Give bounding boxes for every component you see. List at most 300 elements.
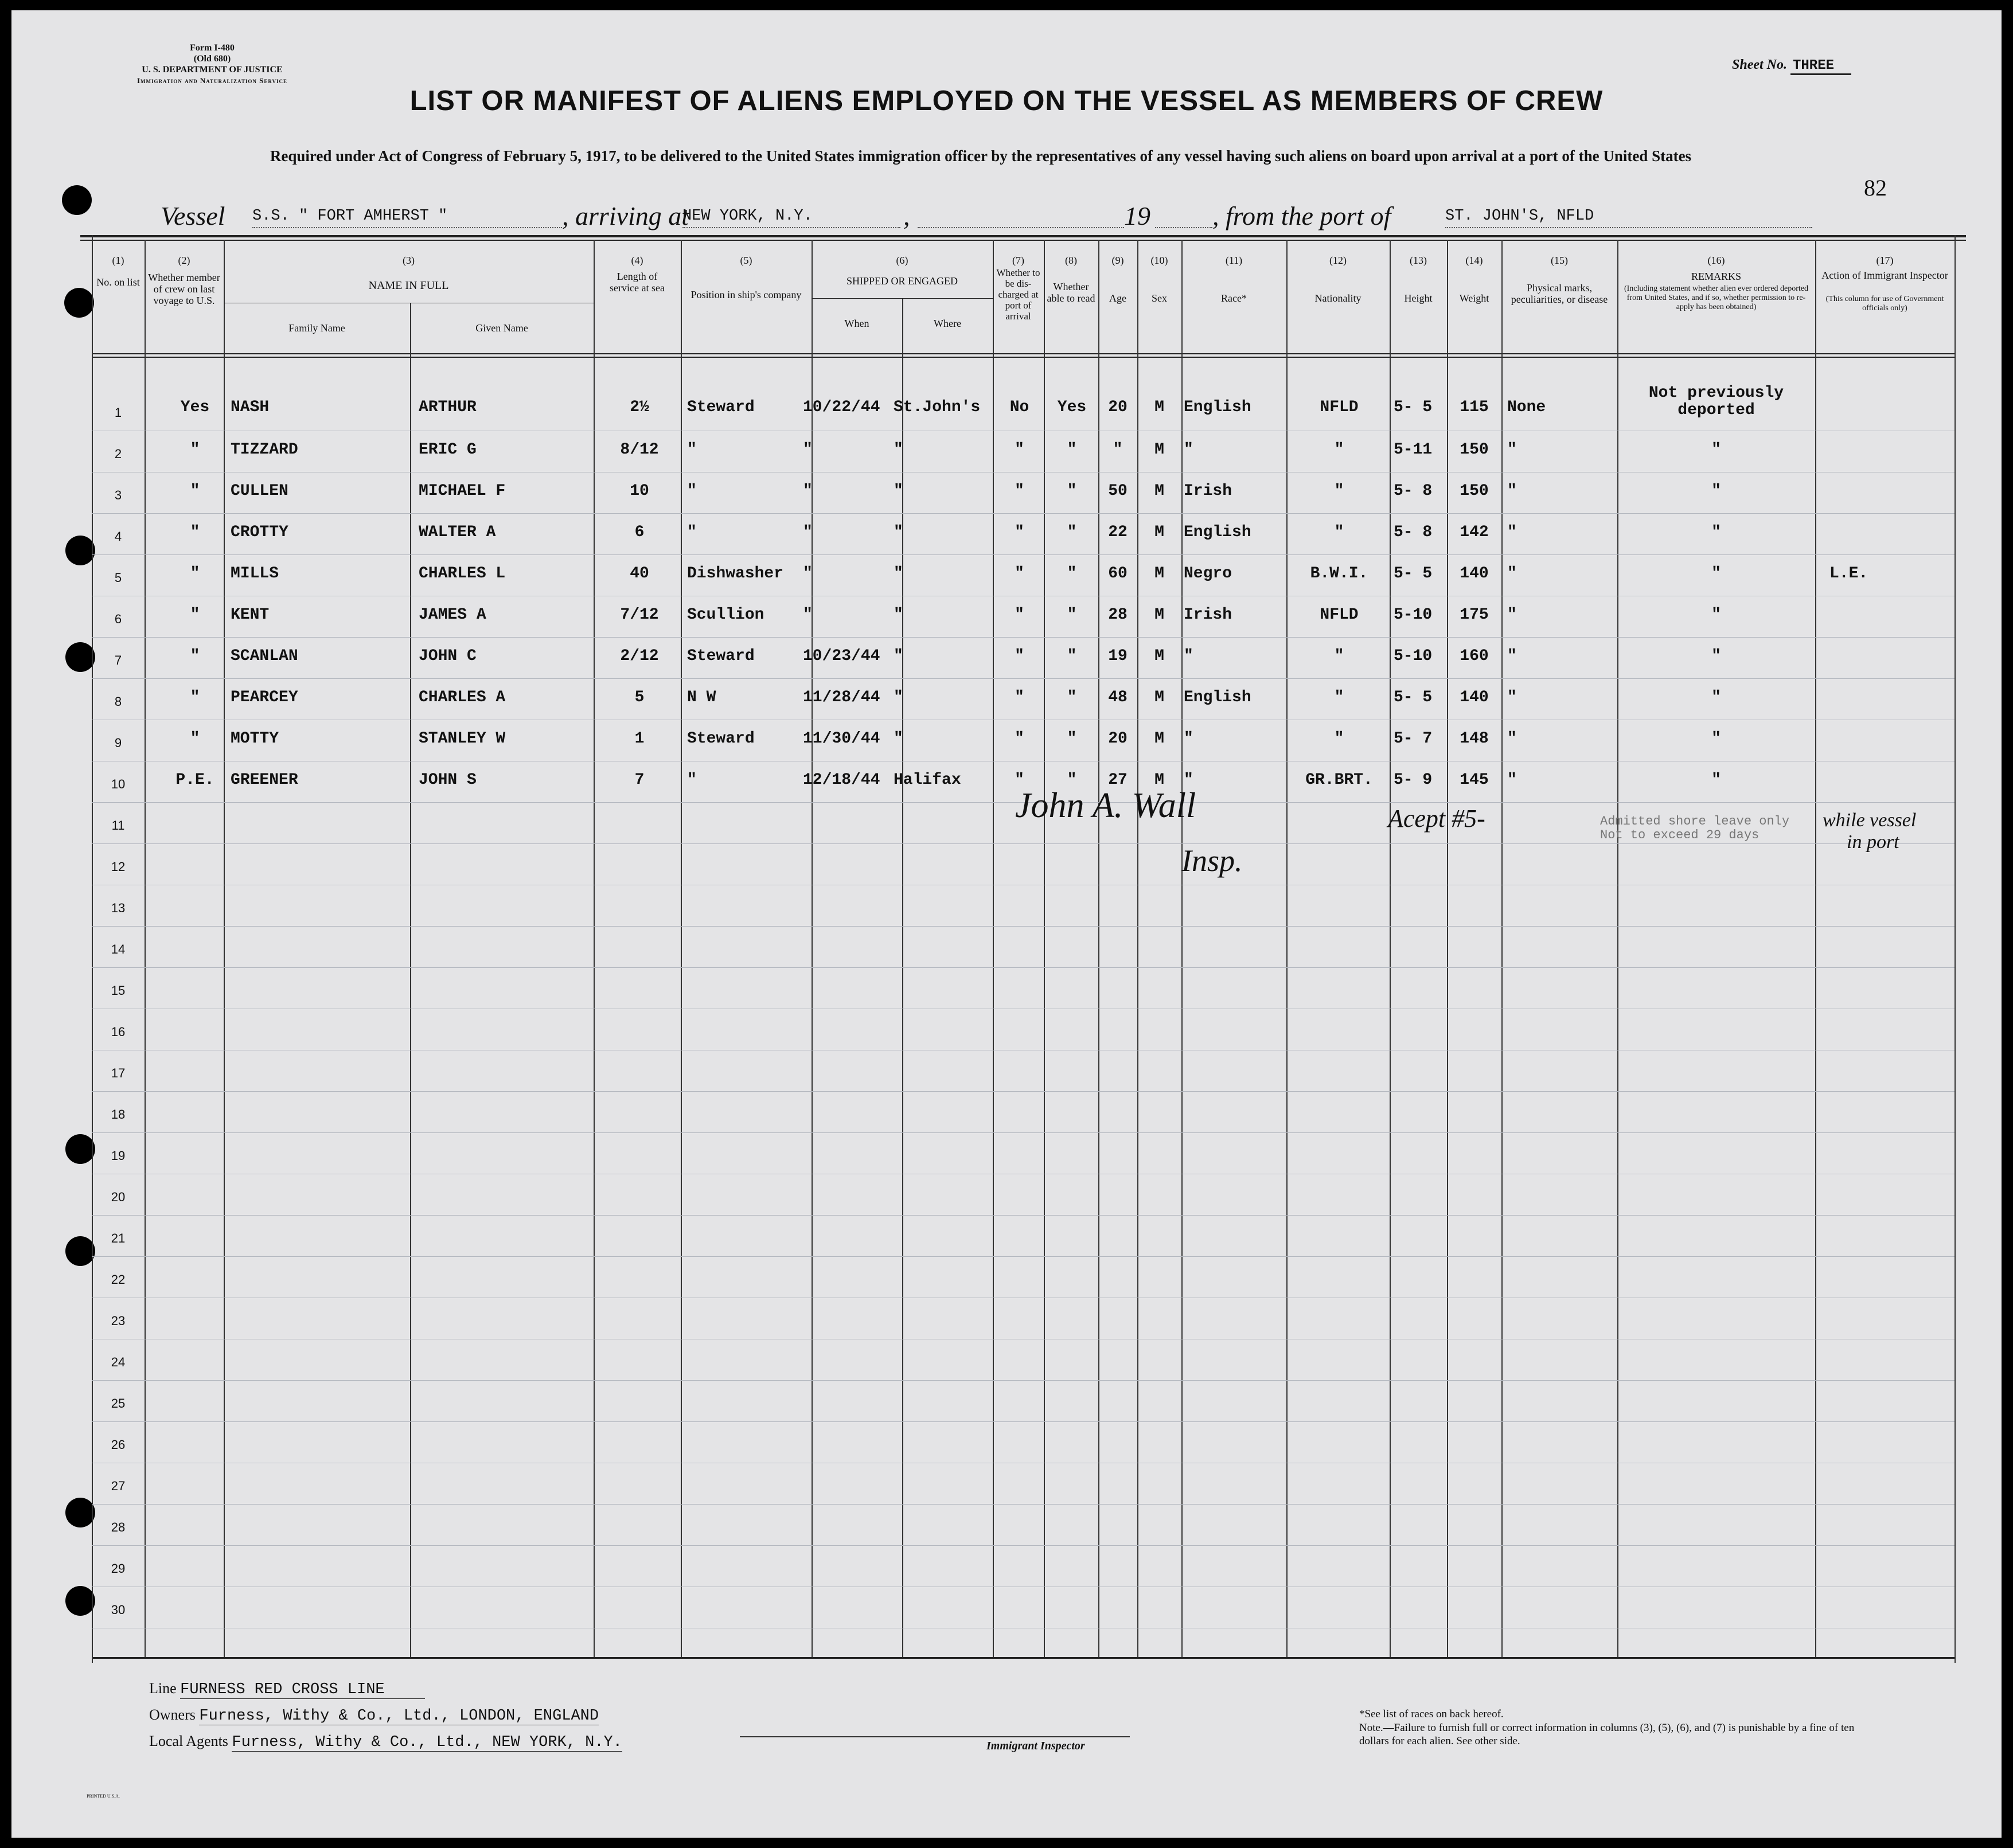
form-number: Form I-480 — [190, 43, 235, 53]
crew-where-cell: St.John's — [894, 398, 981, 416]
crew-table — [92, 235, 1955, 1663]
crew-nationality-cell: " — [1334, 647, 1344, 665]
ruled-line — [92, 1256, 1955, 1257]
crew-service-cell: 2/12 — [620, 647, 659, 665]
crew-race-cell: Irish — [1184, 606, 1232, 624]
crew-where-cell: " — [894, 689, 903, 706]
crew-weight-cell: 115 — [1460, 398, 1489, 416]
col-previous-voyage-header: Whether member of crew on last voyage to U.S. — [148, 272, 220, 306]
owners-value: Furness, Withy & Co., Ltd., LONDON, ENGLAND — [199, 1708, 599, 1725]
crew-weight-cell: 150 — [1460, 441, 1489, 459]
col-8-number: (8) — [1065, 255, 1077, 266]
crew-nationality-cell: GR.BRT. — [1305, 771, 1373, 789]
crew-discharged-cell: " — [1015, 441, 1024, 459]
ruled-line — [92, 513, 1955, 514]
crew-when-cell: 10/22/44 — [803, 398, 880, 416]
col-name-header: NAME IN FULL — [368, 279, 449, 292]
ruled-line — [92, 1504, 1955, 1505]
manifest-sheet — [11, 10, 2002, 1838]
row-number: 2 — [114, 447, 122, 461]
crew-where-cell: " — [894, 523, 903, 541]
accept-note: Acept #5- — [1388, 804, 1485, 833]
crew-position-cell: " — [687, 771, 697, 789]
crew-service-cell: 10 — [630, 482, 649, 500]
crew-weight-cell: 160 — [1460, 647, 1489, 665]
printer-mark: PRINTED U.S.A. — [87, 1794, 120, 1799]
crew-age-cell: 20 — [1108, 730, 1128, 748]
crew-position-cell: Steward — [687, 398, 755, 416]
row-number: 18 — [111, 1107, 126, 1122]
crew-prev-cell: Yes — [180, 398, 210, 416]
crew-race-cell: English — [1184, 689, 1251, 706]
row-number: 20 — [111, 1190, 126, 1204]
crew-age-cell: 60 — [1108, 565, 1128, 583]
col-shipped-header: SHIPPED OR ENGAGED — [846, 275, 958, 287]
crew-read-cell: " — [1067, 441, 1077, 459]
crew-sex-cell: M — [1154, 523, 1164, 541]
col-14-number: (14) — [1465, 255, 1483, 266]
crew-remarks-cell: " — [1711, 441, 1721, 459]
crew-remarks-cell: " — [1711, 730, 1721, 748]
col-17-number: (17) — [1876, 255, 1894, 266]
shore-leave-stamp-line-2: Not to exceed 29 days — [1600, 828, 1760, 842]
crew-height-cell: 5- 7 — [1394, 730, 1433, 748]
crew-read-cell: " — [1067, 771, 1077, 789]
crew-position-cell: " — [687, 441, 697, 459]
agents-field — [149, 1733, 622, 1751]
crew-remarks-cell: " — [1711, 689, 1721, 706]
punch-hole — [65, 642, 95, 672]
row-number: 17 — [111, 1066, 126, 1080]
row-number: 24 — [111, 1355, 126, 1369]
crew-family-cell: GREENER — [231, 771, 298, 789]
crew-where-cell: " — [894, 730, 903, 748]
crew-given-cell: STANLEY W — [419, 730, 506, 748]
row-number: 4 — [114, 529, 122, 544]
crew-height-cell: 5- 9 — [1394, 771, 1433, 789]
crew-prev-cell: " — [190, 647, 200, 665]
crew-discharged-cell: " — [1015, 482, 1024, 500]
crew-read-cell: " — [1067, 730, 1077, 748]
owners-field — [149, 1706, 599, 1725]
crew-race-cell: English — [1184, 398, 1251, 416]
crew-nationality-cell: " — [1334, 441, 1344, 459]
row-number: 13 — [111, 901, 126, 915]
crew-remarks-cell: " — [1711, 565, 1721, 583]
crew-remarks-cell: " — [1711, 606, 1721, 624]
ruled-line — [92, 1380, 1955, 1381]
fine-note: Note.—Failure to furnish full or correct information in columns (3), (5), (6), and (7) is punishable by a fine of ten dollars for each alien. See other side. — [1359, 1722, 1855, 1747]
crew-marks-cell: None — [1507, 398, 1546, 416]
crew-where-cell: " — [894, 565, 903, 583]
crew-where-cell: " — [894, 606, 903, 624]
ruled-line — [92, 967, 1955, 968]
col-age-header: Age — [1109, 292, 1126, 304]
crew-given-cell: CHARLES L — [419, 565, 506, 583]
crew-position-cell: " — [687, 523, 697, 541]
crew-race-cell: " — [1184, 441, 1193, 459]
shore-leave-stamp-line-1: Admitted shore leave only — [1600, 814, 1790, 829]
vessel-name: S.S. " FORT AMHERST " — [252, 208, 562, 228]
crew-service-cell: 2½ — [630, 398, 649, 416]
crew-given-cell: MICHAEL F — [419, 482, 506, 500]
owners-label: Owners — [149, 1706, 196, 1723]
crew-discharged-cell: " — [1015, 523, 1024, 541]
sheet-number-value: THREE — [1790, 58, 1851, 75]
crew-when-cell: " — [803, 441, 813, 459]
crew-read-cell: " — [1067, 689, 1077, 706]
crew-remarks-cell: " — [1711, 771, 1721, 789]
crew-read-cell: " — [1067, 482, 1077, 500]
crew-when-cell: " — [803, 482, 813, 500]
row-number: 22 — [111, 1272, 126, 1287]
crew-age-cell: 28 — [1108, 606, 1128, 624]
row-number: 12 — [111, 859, 126, 874]
crew-when-cell: " — [803, 565, 813, 583]
inspector-label: Immigrant Inspector — [986, 1740, 1085, 1752]
crew-weight-cell: 148 — [1460, 730, 1489, 748]
crew-position-cell: Dishwasher — [687, 565, 784, 583]
crew-age-cell: 19 — [1108, 647, 1128, 665]
crew-service-cell: 7/12 — [620, 606, 659, 624]
crew-age-cell: " — [1113, 441, 1123, 459]
row-number: 6 — [114, 612, 122, 626]
crew-sex-cell: M — [1154, 398, 1164, 416]
crew-read-cell: Yes — [1057, 398, 1087, 416]
crew-read-cell: " — [1067, 565, 1077, 583]
crew-sex-cell: M — [1154, 565, 1164, 583]
crew-nationality-cell: B.W.I. — [1310, 565, 1368, 583]
crew-service-cell: 6 — [634, 523, 645, 541]
col-10-number: (10) — [1150, 255, 1168, 266]
col-15-number: (15) — [1551, 255, 1568, 266]
crew-service-cell: 1 — [634, 730, 645, 748]
crew-weight-cell: 150 — [1460, 482, 1489, 500]
sheet-number — [1732, 57, 1851, 73]
crew-nationality-cell: NFLD — [1320, 606, 1359, 624]
crew-remarks-cell: " — [1711, 523, 1721, 541]
crew-where-cell: " — [894, 647, 903, 665]
row-number: 27 — [111, 1479, 126, 1493]
crew-family-cell: KENT — [231, 606, 270, 624]
line-label: Line — [149, 1680, 177, 1697]
crew-position-cell: Scullion — [687, 606, 764, 624]
arrival-date — [918, 208, 1124, 228]
line-value: FURNESS RED CROSS LINE — [180, 1681, 424, 1699]
crew-family-cell: PEARCEY — [231, 689, 298, 706]
crew-given-cell: WALTER A — [419, 523, 496, 541]
from-label: , from the port of — [1212, 201, 1391, 230]
crew-prev-cell: " — [190, 606, 200, 624]
races-note: *See list of races on back hereof. — [1359, 1708, 1504, 1720]
row-number: 8 — [114, 694, 122, 709]
crew-marks-cell: " — [1507, 482, 1517, 500]
crew-height-cell: 5- 5 — [1394, 565, 1433, 583]
crew-race-cell: English — [1184, 523, 1251, 541]
page-title: LIST OR MANIFEST OF ALIENS EMPLOYED ON THE VESSEL AS MEMBERS OF CREW — [409, 85, 1604, 116]
action-note-line-2: in port — [1847, 831, 1899, 853]
sheet-number-label: Sheet No. — [1732, 57, 1787, 72]
crew-service-cell: 40 — [630, 565, 649, 583]
ruled-line — [92, 637, 1955, 638]
crew-where-cell: " — [894, 441, 903, 459]
crew-marks-cell: " — [1507, 771, 1517, 789]
punch-hole — [65, 1498, 95, 1527]
crew-nationality-cell: " — [1334, 482, 1344, 500]
col-family-name-header: Family Name — [288, 322, 345, 334]
crew-nationality-cell: " — [1334, 730, 1344, 748]
crew-weight-cell: 145 — [1460, 771, 1489, 789]
punch-hole — [65, 1586, 95, 1616]
crew-race-cell: Irish — [1184, 482, 1232, 500]
col-2-number: (2) — [178, 255, 190, 266]
row-number: 25 — [111, 1396, 126, 1411]
crew-marks-cell: " — [1507, 689, 1517, 706]
col-remarks-note: (Including statement whether alien ever ordered deported from United States, and if so, whether permission to re-apply has been obtained) — [1624, 284, 1809, 311]
crew-position-cell: N W — [687, 689, 716, 706]
crew-race-cell: " — [1184, 771, 1193, 789]
col-given-name-header: Given Name — [475, 322, 528, 334]
crew-age-cell: 20 — [1108, 398, 1128, 416]
crew-given-cell: JOHN S — [419, 771, 477, 789]
crew-remarks-cell: " — [1711, 482, 1721, 500]
crew-position-cell: Steward — [687, 730, 755, 748]
crew-when-cell: " — [803, 606, 813, 624]
crew-family-cell: CROTTY — [231, 523, 288, 541]
ruled-line — [92, 678, 1955, 679]
crew-marks-cell: " — [1507, 606, 1517, 624]
col-position-header: Position in ship's company — [690, 289, 802, 300]
row-number: 28 — [111, 1520, 126, 1534]
crew-nationality-cell: " — [1334, 689, 1344, 706]
crew-given-cell: CHARLES A — [419, 689, 506, 706]
ruled-line — [92, 926, 1955, 927]
crew-position-cell: " — [687, 482, 697, 500]
crew-race-cell: " — [1184, 730, 1193, 748]
crew-read-cell: " — [1067, 647, 1077, 665]
crew-when-cell: 10/23/44 — [803, 647, 880, 665]
crew-height-cell: 5-10 — [1394, 647, 1433, 665]
col-1-number: (1) — [112, 255, 124, 266]
crew-prev-cell: " — [190, 689, 200, 706]
row-number: 29 — [111, 1561, 126, 1576]
crew-service-cell: 8/12 — [620, 441, 659, 459]
crew-sex-cell: M — [1154, 689, 1164, 706]
col-3-number: (3) — [403, 255, 415, 266]
crew-when-cell: 11/30/44 — [803, 730, 880, 748]
crew-age-cell: 48 — [1108, 689, 1128, 706]
crew-discharged-cell: " — [1015, 730, 1024, 748]
crew-sex-cell: M — [1154, 730, 1164, 748]
arrival-port: NEW YORK, N.Y. — [682, 208, 900, 228]
crew-sex-cell: M — [1154, 606, 1164, 624]
col-16-number: (16) — [1707, 255, 1725, 266]
ruled-line — [92, 1545, 1955, 1546]
col-12-number: (12) — [1329, 255, 1347, 266]
crew-height-cell: 5- 5 — [1394, 398, 1433, 416]
crew-race-cell: Negro — [1184, 565, 1232, 583]
crew-race-cell: " — [1184, 647, 1193, 665]
row-number: 15 — [111, 983, 126, 998]
crew-prev-cell: P.E. — [175, 771, 214, 789]
crew-prev-cell: " — [190, 482, 200, 500]
crew-marks-cell: " — [1507, 523, 1517, 541]
crew-family-cell: MOTTY — [231, 730, 279, 748]
agents-label: Local Agents — [149, 1733, 228, 1749]
row-number: 23 — [111, 1314, 126, 1328]
crew-discharged-cell: " — [1015, 689, 1024, 706]
col-weight-header: Weight — [1459, 292, 1489, 304]
crew-read-cell: " — [1067, 606, 1077, 624]
line-field — [149, 1680, 425, 1698]
crew-discharged-cell: " — [1015, 606, 1024, 624]
punch-hole — [65, 1134, 95, 1164]
vessel-label: Vessel — [161, 201, 225, 230]
col-6-number: (6) — [896, 255, 908, 266]
col-nationality-header: Nationality — [1314, 292, 1361, 304]
departure-port: ST. JOHN'S, NFLD — [1445, 208, 1812, 228]
form-identifier — [86, 42, 338, 86]
row-number: 30 — [111, 1603, 126, 1617]
crew-when-cell: 12/18/44 — [803, 771, 880, 789]
crew-height-cell: 5- 5 — [1394, 689, 1433, 706]
row-number: 3 — [114, 488, 122, 502]
col-11-number: (11) — [1225, 255, 1243, 266]
ruled-line — [92, 1215, 1955, 1216]
col-no-header: No. on list — [96, 276, 140, 288]
crew-prev-cell: " — [190, 523, 200, 541]
crew-marks-cell: " — [1507, 730, 1517, 748]
crew-when-cell: " — [803, 523, 813, 541]
crew-family-cell: SCANLAN — [231, 647, 298, 665]
crew-height-cell: 5-10 — [1394, 606, 1433, 624]
crew-read-cell: " — [1067, 523, 1077, 541]
col-when-header: When — [844, 318, 869, 329]
crew-discharged-cell: " — [1015, 565, 1024, 583]
col-discharged-header: Whether to be dis-charged at port of arrival — [996, 267, 1040, 322]
crew-weight-cell: 175 — [1460, 606, 1489, 624]
agents-value: Furness, Withy & Co., Ltd., NEW YORK, N.Y. — [232, 1734, 622, 1751]
crew-when-cell: 11/28/44 — [803, 689, 880, 706]
crew-position-cell: Steward — [687, 647, 755, 665]
punch-hole — [64, 288, 94, 318]
crew-sex-cell: M — [1154, 482, 1164, 500]
crew-nationality-cell: " — [1334, 523, 1344, 541]
crew-marks-cell: " — [1507, 565, 1517, 583]
col-13-number: (13) — [1410, 255, 1427, 266]
row-number: 11 — [111, 818, 125, 833]
crew-service-cell: 7 — [634, 771, 645, 789]
crew-height-cell: 5- 8 — [1394, 482, 1433, 500]
crew-family-cell: MILLS — [231, 565, 279, 583]
crew-remarks-cell: Not previously deported — [1648, 384, 1784, 419]
vessel-line — [11, 201, 2002, 235]
crew-given-cell: JAMES A — [419, 606, 486, 624]
col-height-header: Height — [1404, 292, 1433, 304]
col-action-header: Action of Immigrant Inspector — [1821, 269, 1948, 281]
crew-sex-cell: M — [1154, 771, 1164, 789]
crew-prev-cell: " — [190, 730, 200, 748]
crew-action-cell: L.E. — [1829, 565, 1868, 583]
col-service-header: Length of service at sea — [610, 271, 665, 294]
row-number: 26 — [111, 1437, 126, 1452]
col-race-header: Race* — [1221, 292, 1247, 304]
arrival-year — [1155, 208, 1212, 228]
crew-discharged-cell: " — [1015, 647, 1024, 665]
crew-age-cell: 27 — [1108, 771, 1128, 789]
page-number: 82 — [1864, 175, 1887, 201]
row-number: 10 — [111, 777, 126, 791]
col-remarks-header: REMARKS — [1691, 271, 1742, 282]
ruled-line — [92, 1421, 1955, 1422]
col-7-number: (7) — [1012, 255, 1024, 266]
crew-discharged-cell: No — [1009, 398, 1029, 416]
crew-family-cell: NASH — [231, 398, 270, 416]
col-sex-header: Sex — [1152, 292, 1167, 304]
comma: , — [903, 201, 910, 230]
row-number: 1 — [114, 405, 122, 420]
form-old-number: (Old 680) — [193, 54, 231, 64]
col-read-header: Whether able to read — [1047, 281, 1095, 304]
crew-prev-cell: " — [190, 565, 200, 583]
crew-prev-cell: " — [190, 441, 200, 459]
crew-service-cell: 5 — [634, 689, 645, 706]
col-5-number: (5) — [740, 255, 752, 266]
ruled-line — [92, 1091, 1955, 1092]
row-number: 14 — [111, 942, 126, 956]
crew-sex-cell: M — [1154, 647, 1164, 665]
action-note-line-1: while vessel — [1823, 810, 1917, 831]
row-number: 5 — [114, 571, 122, 585]
crew-height-cell: 5-11 — [1394, 441, 1433, 459]
punch-hole — [65, 536, 95, 565]
ruled-line — [92, 554, 1955, 555]
row-number: 9 — [114, 736, 122, 750]
crew-nationality-cell: NFLD — [1320, 398, 1359, 416]
arriving-label: , arriving at — [562, 201, 689, 230]
row-number: 16 — [111, 1025, 126, 1039]
crew-marks-cell: " — [1507, 441, 1517, 459]
row-number: 19 — [111, 1148, 126, 1163]
crew-age-cell: 50 — [1108, 482, 1128, 500]
col-9-number: (9) — [1111, 255, 1124, 266]
crew-weight-cell: 140 — [1460, 689, 1489, 706]
crew-height-cell: 5- 8 — [1394, 523, 1433, 541]
col-physical-marks-header: Physical marks, peculiarities, or disease — [1511, 282, 1608, 305]
row-number: 21 — [111, 1231, 126, 1245]
crew-given-cell: ERIC G — [419, 441, 477, 459]
year-label: 19 — [1124, 201, 1150, 230]
inspector-title: Insp. — [1181, 843, 1243, 878]
crew-family-cell: TIZZARD — [231, 441, 298, 459]
ruled-line — [92, 843, 1955, 844]
crew-remarks-cell: " — [1711, 647, 1721, 665]
service-name: Immigration and Naturalization Service — [136, 76, 288, 85]
crew-given-cell: JOHN C — [419, 647, 477, 665]
row-number: 7 — [114, 653, 122, 667]
crew-weight-cell: 140 — [1460, 565, 1489, 583]
inspector-signature-line — [740, 1736, 1130, 1737]
ruled-line — [92, 1132, 1955, 1133]
department-name: U. S. DEPARTMENT OF JUSTICE — [142, 65, 283, 75]
punch-hole — [65, 1236, 95, 1266]
col-4-number: (4) — [631, 255, 643, 266]
col-where-header: Where — [934, 318, 961, 329]
crew-family-cell: CULLEN — [231, 482, 288, 500]
crew-given-cell: ARTHUR — [419, 398, 477, 416]
crew-age-cell: 22 — [1108, 523, 1128, 541]
col-action-note: (This column for use of Government officials only) — [1825, 295, 1944, 312]
